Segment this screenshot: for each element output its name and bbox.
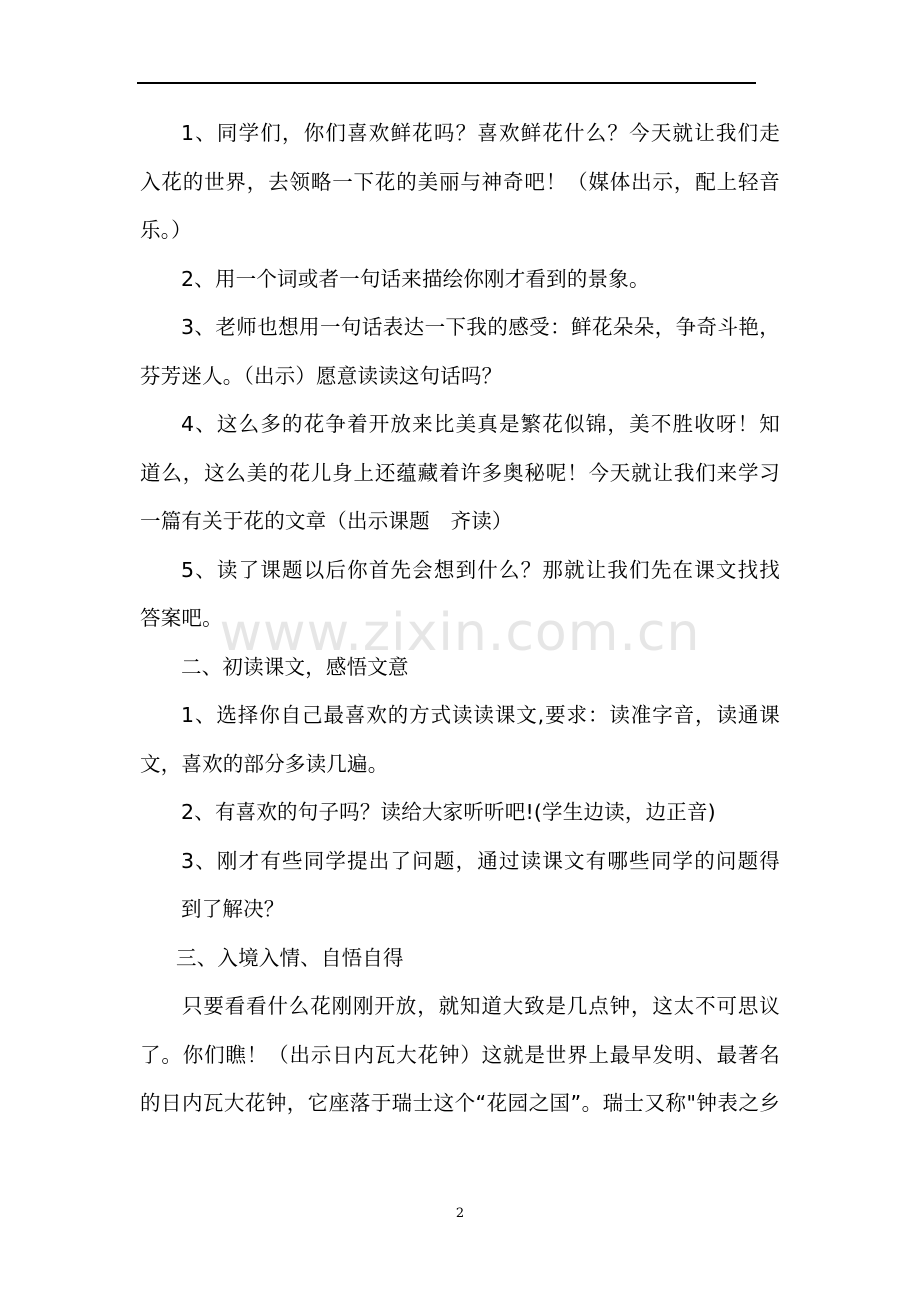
paragraph-line: 2、用一个词或者一句话来描绘你刚才看到的景象。 (181, 266, 650, 291)
paragraph-line: 2、有喜欢的句子吗？读给大家听听吧!(学生边读，边正音) (181, 800, 716, 824)
paragraph-line: 4、这么多的花争着开放来比美真是繁花似锦，美不胜收呀！知 (181, 412, 780, 436)
paragraph-line: 一篇有关于花的文章（出示课题 齐读） (140, 509, 513, 533)
paragraph-line: 了。你们瞧！（出示日内瓦大花钟）这就是世界上最早发明、最著名 (140, 1042, 780, 1067)
paragraph-line: 5、读了课题以后你首先会想到什么？那就让我们先在课文找找 (181, 557, 780, 582)
document-body (140, 114, 780, 1133)
paragraph-line: 文，喜欢的部分多读几遍。 (140, 751, 389, 776)
paragraph-line: 入花的世界，去领略一下花的美丽与神奇吧！（媒体出示，配上轻音 (140, 169, 780, 194)
paragraph-line: 芬芳迷人。（出示）愿意读读这句话吗？ (140, 363, 503, 388)
section-heading: 三、入境入情、自悟自得 (176, 945, 404, 970)
paragraph-line: 答案吧。 (140, 606, 223, 630)
paragraph-line: 的日内瓦大花钟，它座落于瑞士这个“花园之国”。瑞士又称"钟表之乡 (140, 1091, 780, 1115)
paragraph-line: 只要看看什么花刚刚开放，就知道大致是几点钟，这太不可思议 (182, 994, 780, 1018)
paragraph-line: 1、选择你自己最喜欢的方式读读课文,要求：读准字音，读通课 (181, 703, 780, 727)
watermark: www.zixin.com.cn (219, 603, 701, 663)
section-heading: 二、初读课文，感悟文意 (181, 654, 409, 679)
paragraph-line: 道么，这么美的花儿身上还蕴藏着许多奥秘呢！今天就让我们来学习 (140, 460, 780, 485)
paragraph-line: 3、刚才有些同学提出了问题，通过读课文有哪些同学的问题得 (181, 848, 780, 873)
paragraph-line: 1、同学们，你们喜欢鲜花吗？喜欢鲜花什么？今天就让我们走 (181, 121, 780, 145)
paragraph-line: 到了解决？ (181, 897, 285, 921)
paragraph-line: 3、老师也想用一句话表达一下我的感受：鲜花朵朵，争奇斗艳， (181, 315, 780, 339)
page-number: 2 (455, 1206, 465, 1221)
paragraph-line: 乐。） (140, 218, 192, 242)
header-rule (137, 82, 756, 84)
